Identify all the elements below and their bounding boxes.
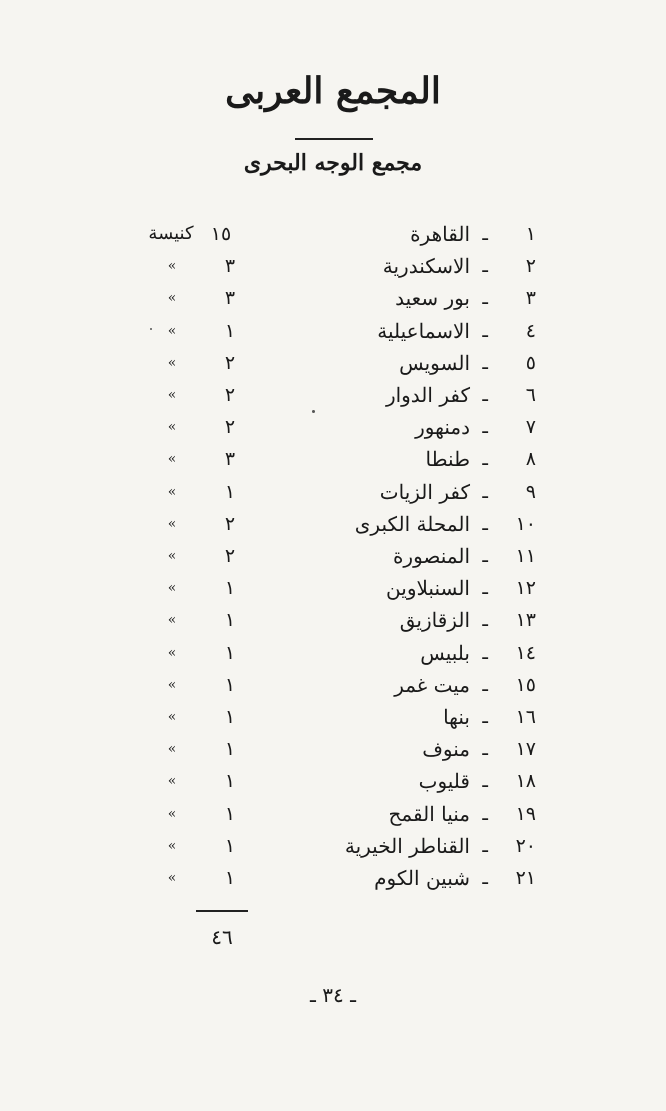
paper-speck bbox=[312, 410, 315, 413]
church-count: ٢ bbox=[224, 512, 236, 535]
city-name: القناطر الخيرية bbox=[344, 833, 470, 858]
item-separator: ـ bbox=[482, 448, 488, 471]
section-heading: مجمع الوجه البحرى bbox=[243, 150, 423, 176]
city-name: الزقازيق bbox=[399, 608, 470, 633]
ditto-mark: » bbox=[167, 773, 177, 790]
church-count: ٢ bbox=[224, 384, 236, 406]
ditto-mark: » bbox=[167, 258, 177, 275]
list-item bbox=[0, 315, 666, 347]
city-name: السنبلاوين bbox=[386, 576, 470, 601]
page-title: المجمع العربى bbox=[225, 70, 441, 112]
church-count: ١ bbox=[224, 834, 236, 857]
item-number: ٧ bbox=[525, 416, 536, 439]
item-separator: ـ bbox=[482, 545, 488, 567]
item-number: ١٢ bbox=[515, 577, 536, 600]
item-separator: ـ bbox=[482, 609, 488, 632]
item-number: ٣ bbox=[525, 287, 536, 310]
ditto-mark: » bbox=[167, 709, 177, 725]
church-count: ١٥ bbox=[210, 223, 232, 245]
item-number: ١٥ bbox=[515, 673, 536, 696]
list-item bbox=[0, 765, 666, 797]
item-separator: ـ bbox=[482, 416, 488, 439]
church-count: ٣ bbox=[224, 287, 236, 310]
city-name: السويس bbox=[399, 350, 470, 375]
total-count: ٤٦ bbox=[211, 925, 233, 949]
church-count: ١ bbox=[224, 867, 236, 889]
item-separator: ـ bbox=[482, 641, 488, 664]
item-separator: ـ bbox=[482, 802, 488, 825]
city-name: ميت غمر bbox=[394, 672, 470, 697]
item-number: ٦ bbox=[525, 384, 536, 406]
page-number: ـ ٣٤ ـ bbox=[310, 983, 356, 1007]
city-name: كفر الدوار bbox=[385, 383, 470, 407]
church-count: ٢ bbox=[224, 351, 236, 374]
list-item bbox=[0, 250, 666, 282]
item-separator: ـ bbox=[482, 738, 488, 761]
city-name: قليوب bbox=[418, 769, 470, 794]
ditto-mark: » bbox=[167, 354, 177, 371]
list-item bbox=[0, 862, 666, 894]
church-count: ٢ bbox=[224, 545, 236, 567]
ditto-mark: » bbox=[167, 387, 177, 403]
city-name: منيا القمح bbox=[388, 801, 470, 826]
church-count: ٢ bbox=[224, 416, 236, 439]
ditto-mark: » bbox=[167, 483, 177, 500]
list-item bbox=[0, 443, 666, 475]
item-separator: ـ bbox=[482, 480, 488, 503]
ditto-mark: » bbox=[167, 548, 177, 564]
city-name: المنصورة bbox=[392, 544, 470, 568]
item-separator: ـ bbox=[482, 384, 488, 406]
item-separator: ـ bbox=[482, 287, 488, 310]
ditto-mark: » bbox=[167, 290, 177, 307]
list-item bbox=[0, 379, 666, 411]
item-separator: ـ bbox=[482, 706, 488, 728]
item-number: ١٨ bbox=[515, 770, 536, 793]
list-item bbox=[0, 798, 666, 830]
ditto-mark: » bbox=[167, 805, 177, 822]
church-count: ١ bbox=[224, 738, 236, 761]
list-item bbox=[0, 572, 666, 604]
city-name: دمنهور bbox=[415, 415, 470, 440]
city-name: بور سعيد bbox=[395, 286, 470, 311]
city-name: بنها bbox=[443, 705, 470, 729]
church-count: ١ bbox=[224, 802, 236, 825]
church-count: ١ bbox=[224, 577, 236, 600]
item-number: ٢٠ bbox=[515, 834, 536, 857]
ditto-mark: » bbox=[167, 612, 177, 629]
item-separator: ـ bbox=[482, 834, 488, 857]
list-item bbox=[0, 411, 666, 443]
list-item bbox=[0, 540, 666, 572]
item-number: ٥ bbox=[525, 351, 536, 374]
unit-label: كنيسة bbox=[148, 223, 194, 244]
church-count: ١ bbox=[224, 770, 236, 793]
item-number: ١٩ bbox=[515, 802, 536, 825]
list-item bbox=[0, 701, 666, 733]
item-separator: ـ bbox=[482, 770, 488, 793]
city-name: شبين الكوم bbox=[374, 866, 470, 890]
item-number: ٢ bbox=[525, 255, 536, 278]
ditto-mark: » bbox=[167, 419, 177, 436]
list-item bbox=[0, 347, 666, 379]
item-number: ١٦ bbox=[515, 706, 536, 728]
ditto-mark: » bbox=[167, 837, 177, 854]
ditto-mark: » bbox=[167, 322, 177, 339]
church-count: ١ bbox=[224, 706, 236, 728]
city-name: المحلة الكبرى bbox=[354, 511, 470, 536]
list-item bbox=[0, 830, 666, 862]
ditto-mark: » bbox=[167, 580, 177, 597]
church-count: ٣ bbox=[224, 448, 236, 471]
city-name: القاهرة bbox=[410, 222, 470, 246]
item-number: ١ bbox=[525, 223, 536, 245]
paper-speck bbox=[150, 328, 152, 330]
city-name: الاسماعيلية bbox=[377, 318, 470, 343]
title-underline bbox=[295, 138, 373, 140]
item-number: ١٧ bbox=[515, 738, 536, 761]
item-number: ٨ bbox=[525, 448, 536, 471]
city-name: كفر الزيات bbox=[379, 479, 470, 504]
ditto-mark: » bbox=[167, 676, 177, 693]
church-count: ١ bbox=[224, 673, 236, 696]
church-count: ١ bbox=[224, 480, 236, 503]
city-name: بلبيس bbox=[420, 640, 470, 665]
item-number: ١٤ bbox=[515, 641, 536, 664]
ditto-mark: » bbox=[167, 870, 177, 886]
item-number: ٤ bbox=[525, 319, 536, 342]
item-separator: ـ bbox=[482, 223, 488, 245]
item-number: ١٣ bbox=[515, 609, 536, 632]
church-count: ٣ bbox=[224, 255, 236, 278]
city-name: منوف bbox=[422, 737, 470, 762]
church-count: ١ bbox=[224, 609, 236, 632]
city-name: الاسكندرية bbox=[382, 254, 470, 279]
list-item bbox=[0, 282, 666, 314]
list-item bbox=[0, 733, 666, 765]
list-item bbox=[0, 476, 666, 508]
church-count: ١ bbox=[224, 641, 236, 664]
ditto-mark: » bbox=[167, 515, 177, 532]
item-number: ٢١ bbox=[515, 867, 536, 889]
item-separator: ـ bbox=[482, 351, 488, 374]
list-item bbox=[0, 637, 666, 669]
ditto-mark: » bbox=[167, 644, 177, 661]
item-separator: ـ bbox=[482, 577, 488, 600]
item-separator: ـ bbox=[482, 255, 488, 278]
item-separator: ـ bbox=[482, 319, 488, 342]
item-separator: ـ bbox=[482, 673, 488, 696]
total-underline bbox=[196, 910, 248, 912]
list-item bbox=[0, 604, 666, 636]
item-number: ١٠ bbox=[515, 512, 536, 535]
item-number: ٩ bbox=[525, 480, 536, 503]
list-item bbox=[0, 669, 666, 701]
item-separator: ـ bbox=[482, 512, 488, 535]
ditto-mark: » bbox=[167, 451, 177, 468]
item-number: ١١ bbox=[515, 545, 536, 567]
item-separator: ـ bbox=[482, 867, 488, 889]
list-item bbox=[0, 508, 666, 540]
list-item bbox=[0, 218, 666, 250]
ditto-mark: » bbox=[167, 741, 177, 758]
church-count: ١ bbox=[224, 319, 236, 342]
city-name: طنطا bbox=[425, 447, 470, 472]
